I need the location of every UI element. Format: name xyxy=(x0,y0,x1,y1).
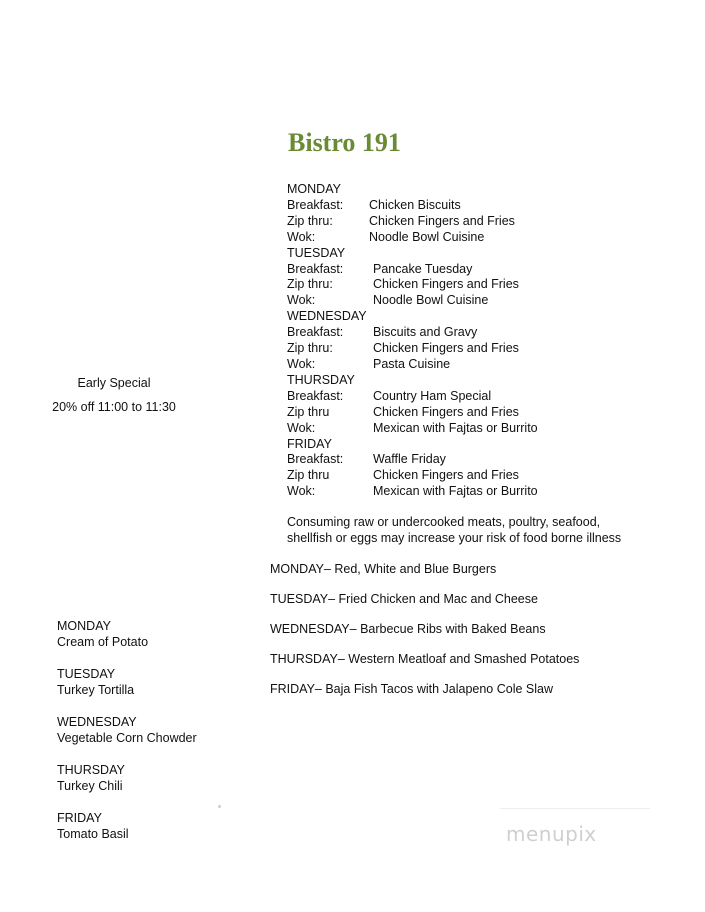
menu-label: Breakfast: xyxy=(287,452,344,467)
menu-value: Chicken Fingers and Fries xyxy=(373,341,519,356)
menu-row xyxy=(287,421,538,437)
soup-item xyxy=(57,618,197,650)
menu-day-friday xyxy=(287,437,538,501)
soup-name: Turkey Tortilla xyxy=(57,683,135,697)
menu-label: Breakfast: xyxy=(287,197,344,212)
soup-day: WEDNESDAY xyxy=(57,715,137,729)
day-heading: FRIDAY xyxy=(287,436,332,451)
menu-row xyxy=(287,452,538,468)
menu-label: Breakfast: xyxy=(287,388,344,403)
menu-value: Chicken Biscuits xyxy=(369,197,461,212)
watermark-logo: menupix xyxy=(506,822,597,846)
faint-divider xyxy=(500,808,650,809)
menu-value: Biscuits and Gravy xyxy=(373,325,478,340)
soup-name: Tomato Basil xyxy=(57,827,129,841)
menu-row xyxy=(287,405,538,421)
soup-item xyxy=(57,762,197,794)
menu-row xyxy=(287,214,538,230)
menu-label: Zip thru: xyxy=(287,213,333,228)
menu-row xyxy=(287,277,538,293)
dinner-item: TUESDAY– Fried Chicken and Mac and Cheese xyxy=(270,592,538,606)
menu-value: Mexican with Fajtas or Burrito xyxy=(373,484,538,499)
soup-name: Vegetable Corn Chowder xyxy=(57,731,197,745)
menu-value: Chicken Fingers and Fries xyxy=(369,213,515,228)
menu-label: Wok: xyxy=(287,229,316,244)
early-special-title: Early Special xyxy=(77,376,151,390)
menu-value: Chicken Fingers and Fries xyxy=(373,468,519,483)
day-heading: THURSDAY xyxy=(287,372,355,387)
menu-value: Noodle Bowl Cuisine xyxy=(373,293,489,308)
menu-label: Zip thru: xyxy=(287,277,333,292)
menu-row xyxy=(287,468,538,484)
soup-item xyxy=(57,714,197,746)
menu-label: Wok: xyxy=(287,420,316,435)
soup-list xyxy=(57,618,197,858)
dinner-item: MONDAY– Red, White and Blue Burgers xyxy=(270,562,497,576)
dinner-item: FRIDAY– Baja Fish Tacos with Jalapeno Cole Slaw xyxy=(270,682,554,696)
menu-row xyxy=(287,341,538,357)
soup-name: Turkey Chili xyxy=(57,779,123,793)
soup-item xyxy=(57,666,197,698)
warning-line: Consuming raw or undercooked meats, poultry, seafood, xyxy=(287,515,601,529)
menu-row xyxy=(287,230,538,246)
day-heading: TUESDAY xyxy=(287,245,346,260)
dinner-specials xyxy=(270,562,579,712)
weekly-menu xyxy=(287,182,538,500)
menu-label: Wok: xyxy=(287,293,316,308)
stray-mark xyxy=(218,805,221,808)
menu-row xyxy=(287,198,538,214)
soup-day: TUESDAY xyxy=(57,667,116,681)
menu-label: Zip thru xyxy=(287,468,330,483)
menu-day-thursday xyxy=(287,373,538,437)
menu-row xyxy=(287,262,538,278)
page-title: Bistro 191 xyxy=(288,128,401,157)
menu-value: Noodle Bowl Cuisine xyxy=(369,229,485,244)
menu-value: Chicken Fingers and Fries xyxy=(373,277,519,292)
food-safety-warning xyxy=(287,515,667,546)
soup-item xyxy=(57,810,197,842)
menu-value: Waffle Friday xyxy=(373,452,446,467)
menu-label: Wok: xyxy=(287,484,316,499)
menu-label: Breakfast: xyxy=(287,325,344,340)
menu-row xyxy=(287,389,538,405)
menu-row xyxy=(287,484,538,500)
menu-day-monday xyxy=(287,182,538,246)
menu-value: Pasta Cuisine xyxy=(373,356,451,371)
menu-day-wednesday xyxy=(287,309,538,373)
menu-value: Pancake Tuesday xyxy=(373,261,473,276)
menu-label: Breakfast: xyxy=(287,261,344,276)
warning-line: shellfish or eggs may increase your risk of food borne illness xyxy=(287,530,622,545)
menu-day-tuesday xyxy=(287,246,538,310)
early-special-detail: 20% off 11:00 to 11:30 xyxy=(52,400,176,414)
menu-label: Zip thru: xyxy=(287,341,333,356)
soup-name: Cream of Potato xyxy=(57,635,149,649)
day-heading: MONDAY xyxy=(287,182,341,196)
menu-value: Country Ham Special xyxy=(373,388,492,403)
dinner-item: WEDNESDAY– Barbecue Ribs with Baked Beans xyxy=(270,622,546,636)
menu-row xyxy=(287,357,538,373)
soup-day: FRIDAY xyxy=(57,811,102,825)
early-special xyxy=(34,371,194,419)
soup-day: THURSDAY xyxy=(57,763,125,777)
menu-row xyxy=(287,293,538,309)
menu-label: Wok: xyxy=(287,356,316,371)
soup-day: MONDAY xyxy=(57,619,111,633)
menu-value: Chicken Fingers and Fries xyxy=(373,404,519,419)
menu-label: Zip thru xyxy=(287,404,330,419)
day-heading: WEDNESDAY xyxy=(287,309,367,324)
menu-row xyxy=(287,325,538,341)
menu-value: Mexican with Fajtas or Burrito xyxy=(373,420,538,435)
dinner-item: THURSDAY– Western Meatloaf and Smashed Potatoes xyxy=(270,652,580,666)
